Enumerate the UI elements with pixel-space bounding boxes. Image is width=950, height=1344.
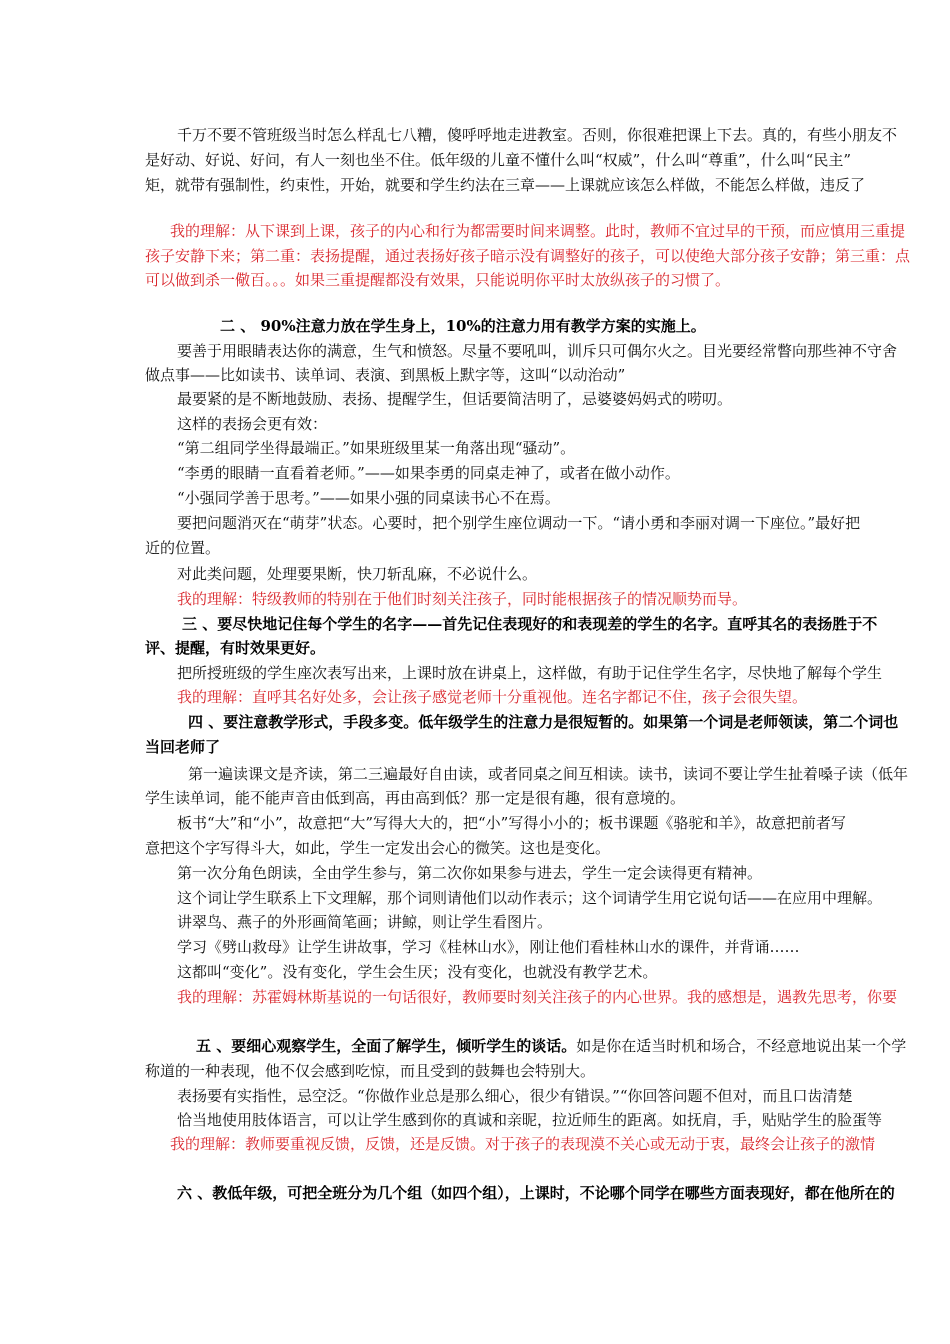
paragraph-line: 最要紧的是不断地鼓励、表扬、提醒学生，但话要简洁明了，忌婆婆妈妈式的唠叨。 <box>177 390 733 408</box>
paragraph-line: 要善于用眼睛表达你的满意，生气和愤怒。尽量不要吼叫，训斥只可偶尔火之。目光要经常瞥向那些神不守舍 <box>177 342 898 360</box>
paragraph-line: 是好动、好说、好问，有人一刻也坐不住。低年级的儿童不懂什么叫“权威”，什么叫“尊重”，什么叫“民主” <box>145 151 852 169</box>
section-heading: 三 、要尽快地记住每个学生的名字——首先记住表现好的和表现差的学生的名字。直呼其名的表扬胜于不 <box>182 615 878 633</box>
paragraph-continuation: 如是你在适当时机和场合，不经意地说出某一个学 <box>576 1037 907 1055</box>
paragraph-line: 表扬要有实指性，忌空泛。“你做作业总是那么细心，很少有错误。”“你回答问题不但对，而且口齿清楚 <box>177 1087 853 1105</box>
comment-line: 我的理解：从下课到上课，孩子的内心和行为都需要时间来调整。此时，教师不宜过早的干预，而应慎用三重提 <box>170 222 906 240</box>
paragraph-line: “小强同学善于思考。”——如果小强的同桌读书心不在焉。 <box>177 489 560 507</box>
paragraph-line: 近的位置。 <box>145 539 221 557</box>
paragraph-line: 对此类问题，处理要果断，快刀斩乱麻，不必说什么。 <box>177 565 538 583</box>
paragraph-line: 第一次分角色朗读，全由学生参与，第二次你如果参与进去，学生一定会读得更有精神。 <box>177 864 763 882</box>
paragraph-line: 把所授班级的学生座次表写出来，上课时放在讲桌上，这样做，有助于记住学生名字，尽快地了解每个学生 <box>177 664 883 682</box>
comment-line: 孩子安静下来；第二重：表扬提醒，通过表扬好孩子暗示没有调整好的孩子，可以使绝大部分孩子安静；第三重：点 <box>145 247 911 265</box>
paragraph-line: “第二组同学坐得最端正。”如果班级里某一角落出现“骚动”。 <box>177 439 576 457</box>
paragraph-line: 学习《劈山救母》让学生讲故事，学习《桂林山水》，刚让他们看桂林山水的课件，并背诵…… <box>177 938 800 956</box>
comment-line: 我的理解：教师要重视反馈，反馈，还是反馈。对于孩子的表现漠不关心或无动于衷，最终会让孩子的激情 <box>170 1135 876 1153</box>
paragraph-line: 这都叫“变化”。没有变化，学生会生厌；没有变化，也就没有教学艺术。 <box>177 963 658 981</box>
section-heading: 当回老师了 <box>145 738 221 756</box>
section-heading: 评、提醒，有时效果更好。 <box>145 639 326 657</box>
comment-line: 我的理解：特级教师的特别在于他们时刻关注孩子，同时能根据孩子的情况顺势而导。 <box>177 590 748 608</box>
comment-line: 可以做到杀一儆百。。。如果三重提醒都没有效果，只能说明你平时太放纵孩子的习惯了。 <box>145 271 731 289</box>
paragraph-line: 称道的一种表现，他不仅会感到吃惊，而且受到的鼓舞也会特别大。 <box>145 1062 596 1080</box>
paragraph-line: 矩，就带有强制性，约束性，开始，就要和学生约法在三章——上课就应该怎么样做，不能怎么样做，违反了 <box>145 176 866 194</box>
paragraph-line: 讲翠鸟、燕子的外形画简笔画；讲鲸，则让学生看图片。 <box>177 913 553 931</box>
paragraph-line: 做点事——比如读书、读单词、表演、到黑板上默字等，这叫“以动治动” <box>145 366 626 384</box>
comment-line: 我的理解：苏霍姆林斯基说的一句话很好，教师要时刻关注孩子的内心世界。我的感想是，遇教先思考，你要 <box>177 988 898 1006</box>
paragraph-line: 第一遍读课文是齐读，第二三遍最好自由读，或者同桌之间互相读。读书，读词不要让学生扯着嗓子读（低年 <box>188 765 909 783</box>
paragraph-line: 这个词让学生联系上下文理解，那个词则请他们以动作表示；这个词请学生用它说句话——在应用中理解。 <box>177 889 883 907</box>
section-heading-text: 五 、要细心观察学生，全面了解学生，倾听学生的谈话。 <box>196 1037 577 1055</box>
comment-line: 我的理解：直呼其名好处多，会让孩子感觉老师十分重视他。连名字都记不住，孩子会很失望。 <box>177 688 808 706</box>
paragraph-line: 恰当地使用肢体语言，可以让学生感到你的真诚和亲昵，拉近师生的距离。如抚肩，手，贴贴学生的脸蛋等 <box>177 1111 883 1129</box>
section-heading <box>196 1036 906 1056</box>
paragraph-line: 意把这个字写得斗大，如此，学生一定发出会心的微笑。这也是变化。 <box>145 839 611 857</box>
section-heading: 四 、要注意教学形式，手段多变。低年级学生的注意力是很短暂的。如果第一个词是老师领读，第二个词也 <box>188 713 899 731</box>
paragraph-line: 这样的表扬会更有效： <box>177 415 328 433</box>
section-heading: 二 、 90%注意力放在学生身上，10%的注意力用有教学方案的实施上。 <box>220 317 706 335</box>
section-heading: 六 、教低年级，可把全班分为几个组（如四个组），上课时，不论哪个同学在哪些方面表现好，都在他所在的 <box>177 1184 895 1202</box>
paragraph-line: 板书“大”和“小”，故意把“大”写得大大的，把“小”写得小小的；板书课题《骆驼和羊》，故意把前者写 <box>177 814 846 832</box>
paragraph-line: 千万不要不管班级当时怎么样乱七八糟，傻呼呼地走进教室。否则，你很难把课上下去。真的，有些小朋友不 <box>177 126 898 144</box>
paragraph-line: “李勇的眼睛一直看着老师。”——如果李勇的同桌走神了，或者在做小动作。 <box>177 464 680 482</box>
paragraph-line: 学生读单词，能不能声音由低到高，再由高到低？那一定是很有趣，很有意境的。 <box>145 789 686 807</box>
paragraph-line: 要把问题消灭在“萌芽”状态。心要时，把个别学生座位调动一下。“请小勇和李丽对调一下座位。”最好把 <box>177 514 861 532</box>
